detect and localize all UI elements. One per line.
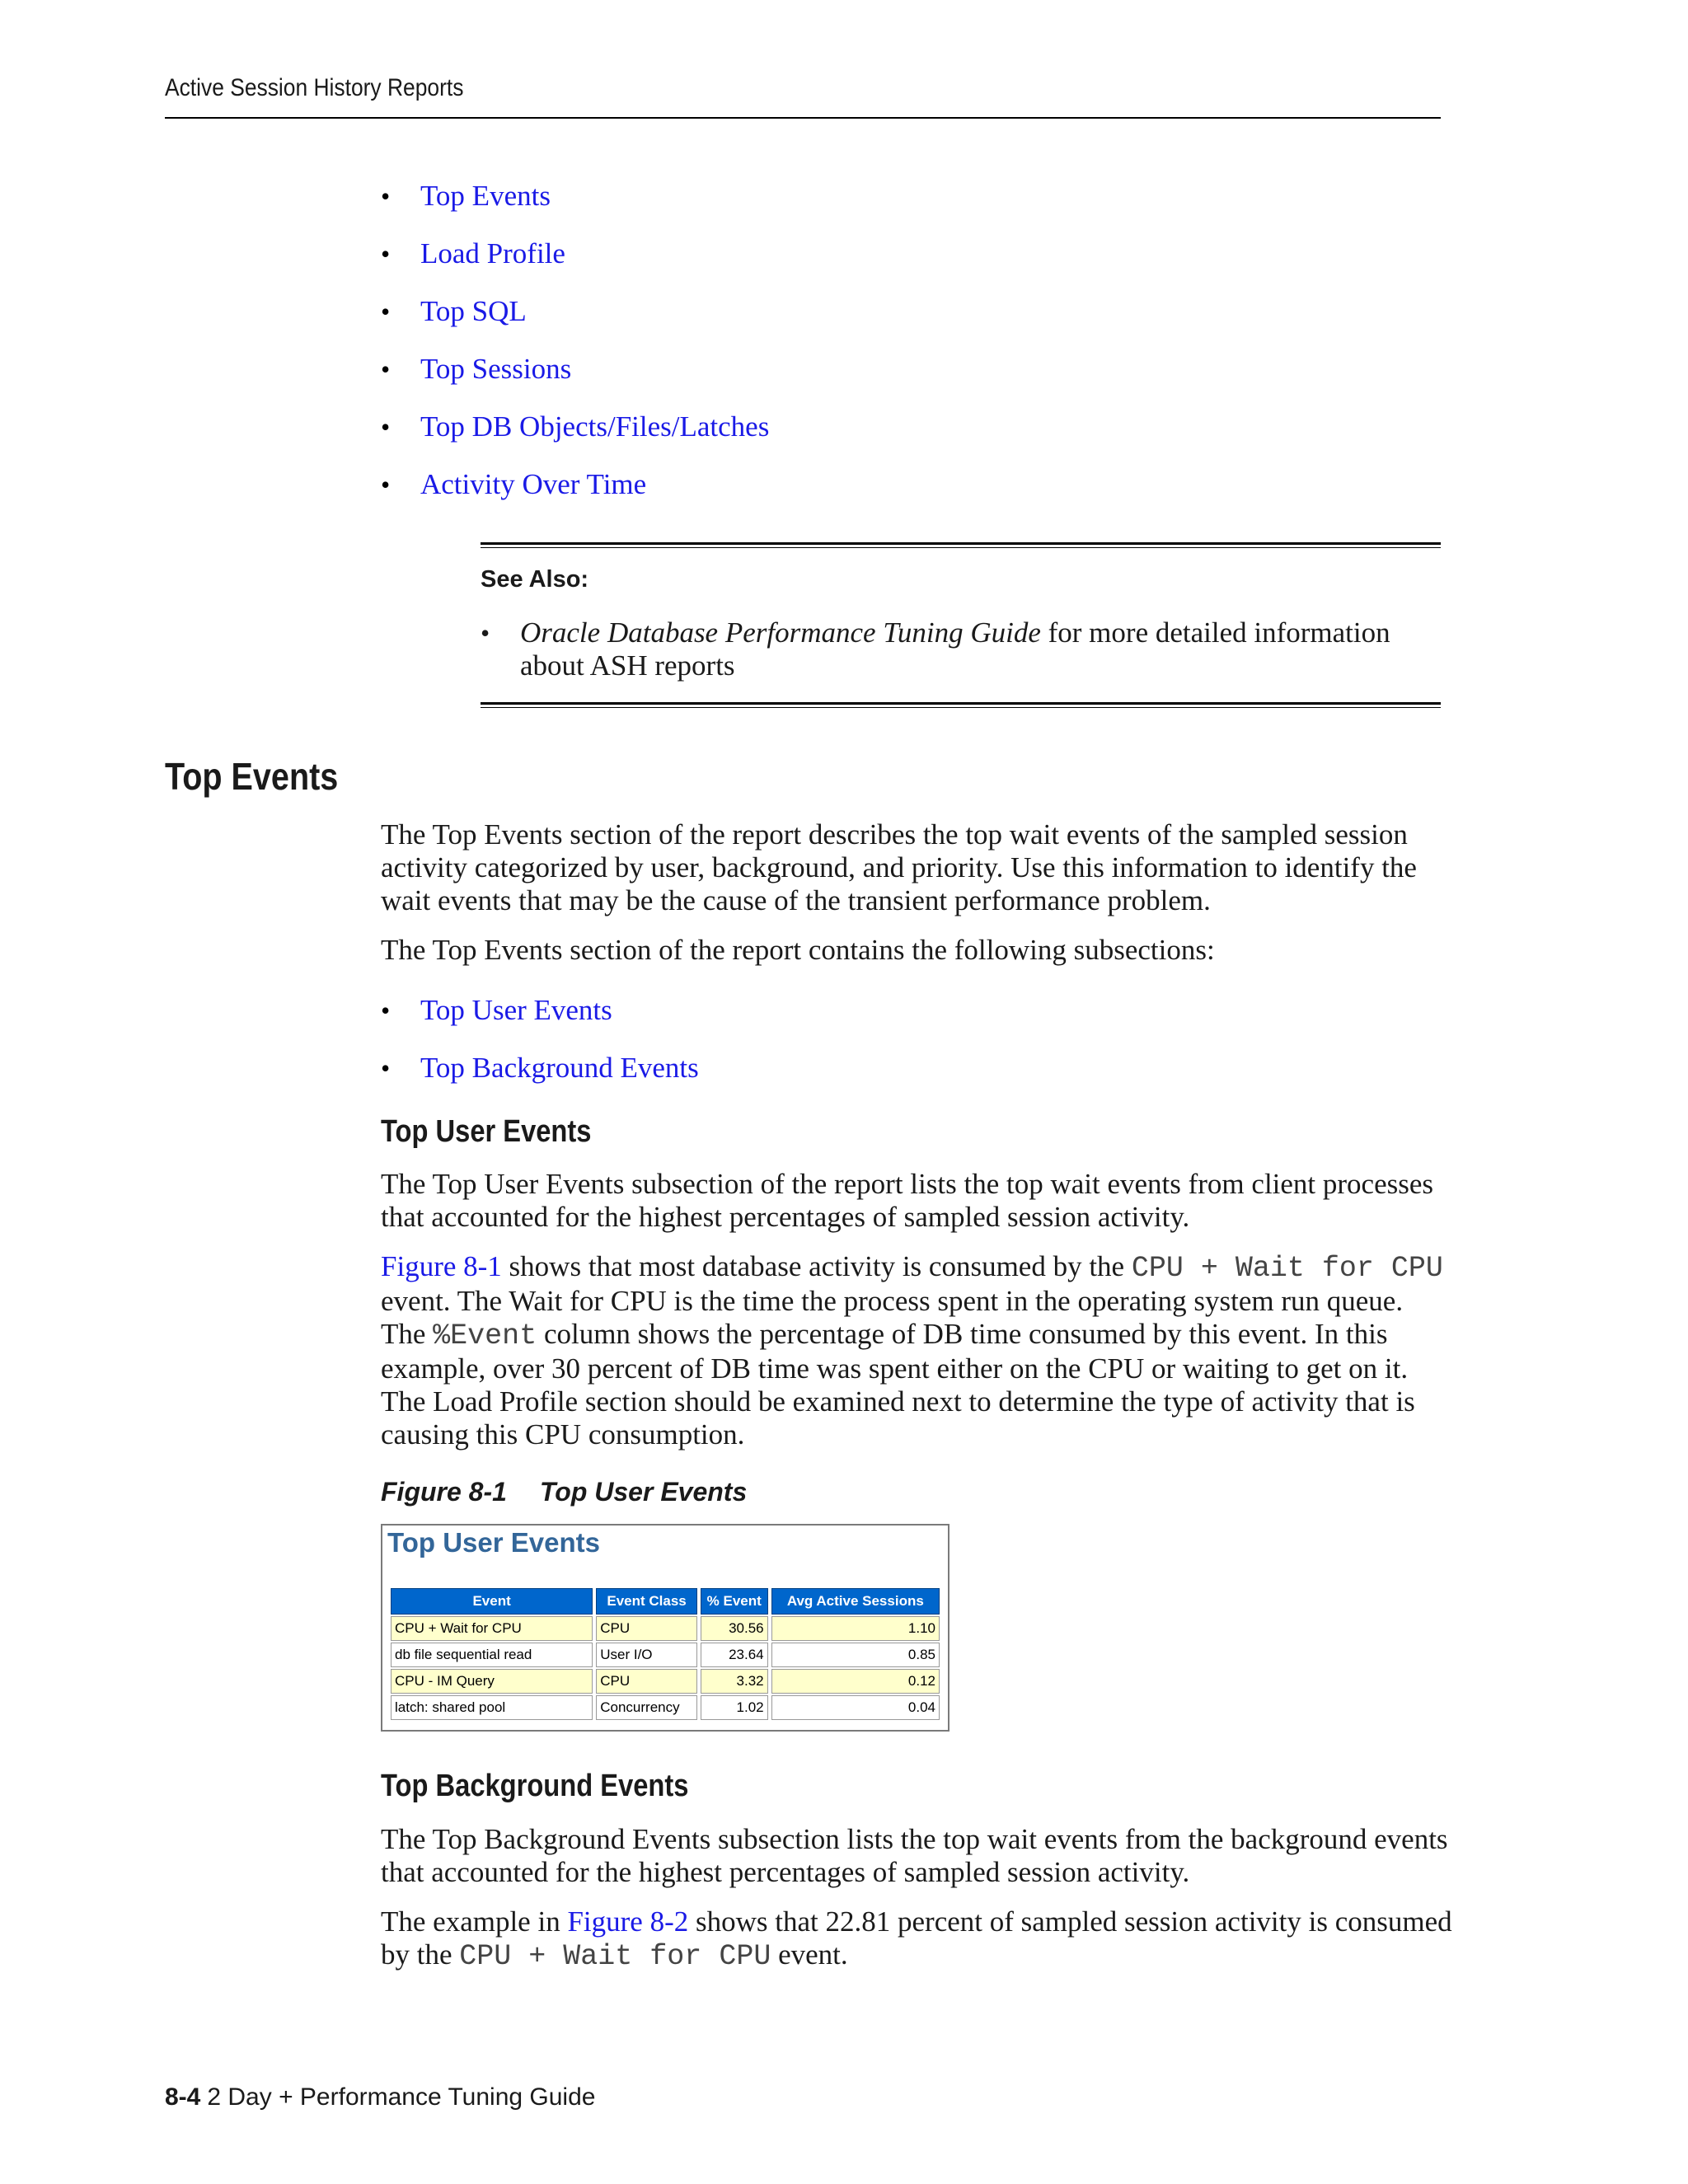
bullet-icon: • xyxy=(381,181,391,211)
code-cpu-wait: CPU + Wait for CPU xyxy=(459,1940,771,1973)
cell-event-class: CPU xyxy=(596,1616,697,1641)
cell-percent-event: 3.32 xyxy=(701,1669,768,1694)
figure-title: Top User Events xyxy=(387,1527,600,1558)
figure-top-user-events xyxy=(381,1524,950,1732)
column-header-avg-active-sessions: Avg Active Sessions xyxy=(771,1588,940,1615)
text-span: event. The Wait for CPU is the time the process spent in the operating system run queue. The xyxy=(381,1285,1404,1350)
cell-event-class: Concurrency xyxy=(596,1695,697,1720)
background-events-paragraph-2 xyxy=(381,1905,1452,1973)
link-figure-8-1[interactable]: Figure 8-1 xyxy=(381,1250,502,1282)
table-row xyxy=(391,1616,940,1641)
text-span: column shows the percentage of DB time consumed by this event. In this example, over 30 percent of DB time was spent either on the CPU or waiting to get on it. The Load Profile section should be examined next to determine the type of activity that is causing this CPU consumption. xyxy=(381,1318,1415,1451)
cell-event: CPU + Wait for CPU xyxy=(391,1616,593,1641)
cell-percent-event: 1.02 xyxy=(701,1695,768,1720)
table-row xyxy=(391,1669,940,1694)
cell-event: db file sequential read xyxy=(391,1643,593,1667)
link-top-user-events[interactable]: Top User Events xyxy=(420,994,612,1026)
list-item xyxy=(381,1052,699,1109)
table-header-row xyxy=(391,1588,940,1615)
text-span: shows that most database activity is consumed by the xyxy=(501,1250,1132,1282)
user-events-paragraph-2 xyxy=(381,1250,1452,1451)
cell-avg-active-sessions: 1.10 xyxy=(771,1616,940,1641)
see-also-text: for more detailed information about ASH reports xyxy=(520,616,1390,682)
subsection-title-background-events: Top Background Events xyxy=(381,1769,689,1803)
link-figure-8-2[interactable]: Figure 8-2 xyxy=(567,1905,689,1938)
list-item xyxy=(381,353,769,410)
code-event-column: %Event xyxy=(433,1319,537,1352)
cell-avg-active-sessions: 0.12 xyxy=(771,1669,940,1694)
header-rule xyxy=(165,117,1441,119)
figure-label: Figure 8-1 xyxy=(381,1477,507,1507)
column-header-percent-event: % Event xyxy=(701,1588,768,1615)
table-row xyxy=(391,1643,940,1667)
bullet-icon: • xyxy=(381,239,391,269)
link-top-events[interactable]: Top Events xyxy=(420,180,551,212)
cell-percent-event: 23.64 xyxy=(701,1643,768,1667)
subsection-title-user-events: Top User Events xyxy=(381,1114,592,1149)
link-activity-over-time[interactable]: Activity Over Time xyxy=(420,468,647,500)
text-span: shows that 22.81 percent of sampled session activity is consumed by the xyxy=(381,1905,1452,1971)
table-row xyxy=(391,1695,940,1720)
column-header-event-class: Event Class xyxy=(596,1588,697,1615)
subsection-list xyxy=(381,994,699,1109)
see-also-title: See Also: xyxy=(481,566,589,593)
bullet-icon: • xyxy=(381,996,391,1025)
cell-event-class: User I/O xyxy=(596,1643,697,1667)
page-footer xyxy=(165,2083,595,2111)
top-user-events-table xyxy=(387,1586,943,1722)
see-also-box xyxy=(481,542,1441,708)
link-top-background-events[interactable]: Top Background Events xyxy=(420,1052,699,1084)
page-number: 8-4 xyxy=(165,2083,201,2111)
see-also-book-title: Oracle Database Performance Tuning Guide xyxy=(520,616,1041,649)
link-top-sql[interactable]: Top SQL xyxy=(420,295,527,327)
bullet-icon: • xyxy=(381,297,391,326)
toc-list xyxy=(381,180,770,526)
list-item xyxy=(381,410,770,468)
see-also-item xyxy=(481,616,1394,682)
see-also-bottom-rule xyxy=(481,702,1441,708)
bullet-icon: • xyxy=(381,1053,391,1083)
see-also-top-rule xyxy=(481,542,1441,548)
bullet-icon: • xyxy=(481,618,490,648)
cell-percent-event: 30.56 xyxy=(701,1616,768,1641)
list-item xyxy=(381,237,769,295)
bullet-icon: • xyxy=(381,470,391,499)
cell-event: CPU - IM Query xyxy=(391,1669,593,1694)
list-item xyxy=(381,468,769,526)
text-span: The example in xyxy=(381,1905,568,1938)
cell-event-class: CPU xyxy=(596,1669,697,1694)
figure-caption xyxy=(381,1477,747,1507)
column-header-event: Event xyxy=(391,1588,593,1615)
list-item xyxy=(381,295,769,353)
bullet-icon: • xyxy=(381,412,391,442)
cell-avg-active-sessions: 0.04 xyxy=(771,1695,940,1720)
link-load-profile[interactable]: Load Profile xyxy=(420,237,565,269)
link-top-db-objects[interactable]: Top DB Objects/Files/Latches xyxy=(420,410,770,443)
cell-avg-active-sessions: 0.85 xyxy=(771,1643,940,1667)
cell-event: latch: shared pool xyxy=(391,1695,593,1720)
code-cpu-wait: CPU + Wait for CPU xyxy=(1131,1252,1443,1285)
section-title: Top Events xyxy=(165,755,339,798)
book-title: 2 Day + Performance Tuning Guide xyxy=(207,2083,596,2111)
section-intro-paragraph: The Top Events section of the report describes the top wait events of the sampled session activity categorized by user, background, and priority. Use this information to identify the wait events that may be the cause of the transient performance problem. xyxy=(381,818,1417,916)
list-item xyxy=(381,180,769,237)
bullet-icon: • xyxy=(381,354,391,384)
text-span: event. xyxy=(771,1938,848,1971)
list-item xyxy=(381,994,699,1052)
background-events-paragraph-1: The Top Background Events subsection lists the top wait events from the background events that accounted for the highest percentages of sampled session activity. xyxy=(381,1823,1448,1888)
figure-caption-text: Top User Events xyxy=(539,1477,748,1507)
user-events-paragraph-1: The Top User Events subsection of the report lists the top wait events from client processes that accounted for the highest percentages of sampled session activity. xyxy=(381,1168,1434,1233)
running-header: Active Session History Reports xyxy=(165,74,464,101)
link-top-sessions[interactable]: Top Sessions xyxy=(420,353,572,385)
section-subsections-paragraph: The Top Events section of the report contains the following subsections: xyxy=(381,934,1215,966)
